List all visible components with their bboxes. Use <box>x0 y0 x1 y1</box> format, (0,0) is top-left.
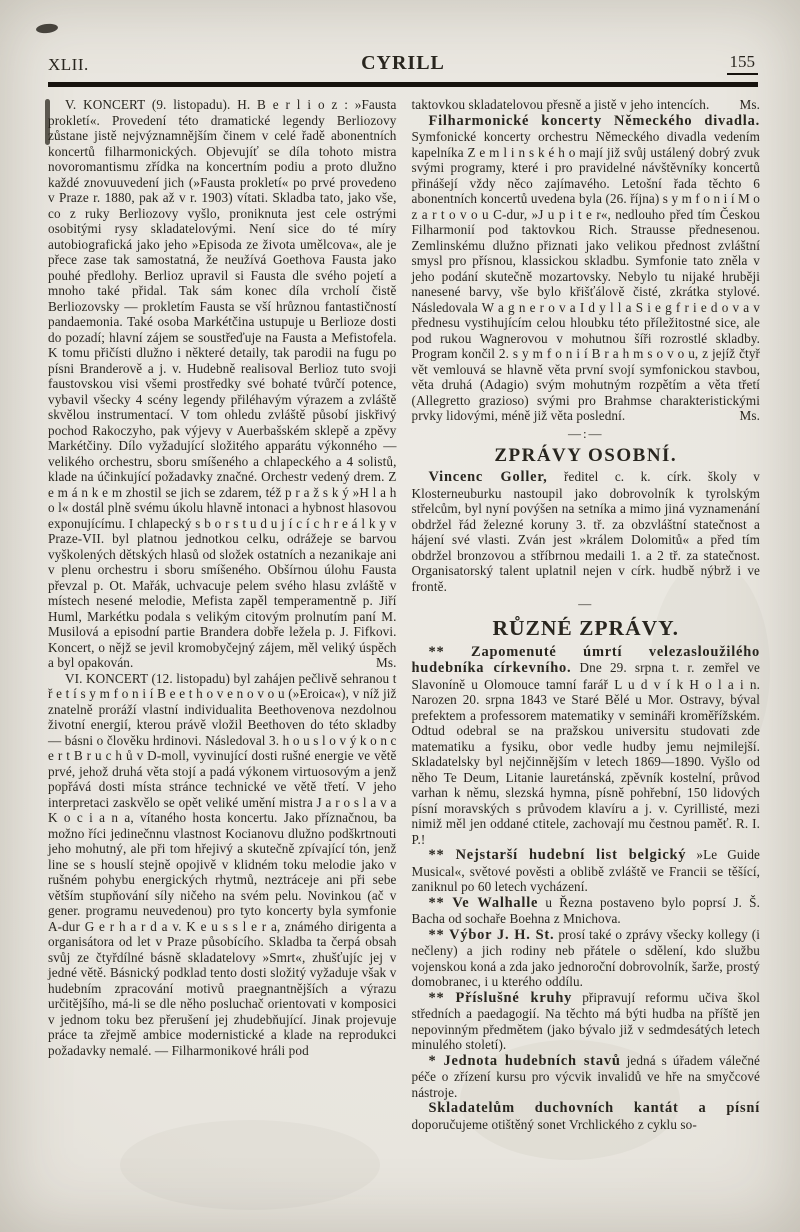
paragraph-lead: ** Výbor J. H. St. <box>428 926 555 943</box>
paragraph-lead: Skladatelům duchovních kantát a písní <box>428 1100 760 1116</box>
paragraph-lead: ** Zapomenuté úmrtí velezasloužilého hudebníka církevního. <box>411 643 760 676</box>
section-heading: ZPRÁVY OSOBNÍ. <box>494 444 678 466</box>
journal-title: CYRILL <box>361 52 445 74</box>
paragraph: V. KONCERT (9. listopadu). H. B e r l i o z : »Fausta prokletí«. Provedení této dramatické legendy Berliozovy zůstane jistě nejvýznamnějším činem v celé řadě abonentních koncertů filharmonických. Objevujíť se díla tohoto mistra novoromantismu zřídka na koncertním podiu a proto dlužno každé znovuuvedení jich (»Fausta prokletí« po prvé provedeno v Praze r. 1880, pak až v r. 1903) vítati. Skladba tato, jako vše, co z ruky Berliozovy vyšlo, proniknuta jest cele ostrými osobitými rysy skladatelovými. Není sice do té míry autobiografická jako jeho »Episoda ze života umělcova«, ale je přece zase tak samostatná, že neužívá Goethova Fausta jako pouhé předlohy. Berlioz upravil si Fausta dle svého pojetí a mnoho také přidal. Tak sám konec díla vrcholí čistě Berliozovsky — prokletím Fausta se vší hrůznou fantastičností pandaemonia. Také osoba Markétčina ustupuje u Berlioze dosti do pozadí; hlavní zájem se soustřeďuje na Fausta a Mefistofela. K tomu přičísti dlužno i některé detaily, tak parodii na fugu po písni Branderově a j. v. Hudebně realisoval Berlioz tuto svoji faustovskou visi všemi prostředky své bohaté tvůrčí potence, vybavil všecky 4 scény legendy přiléhavým výrazem a zvláště skvělou instrumentací. V tom ohledu zvláště působí jiskřivý pochod Rakoczyho, pak výjevy v Auerbašském sklepě a zpěvy Markétčiny. Dílo vyžadující složitého apparátu výkonného — velikého orchestru, sboru smíšeného a chlapeckého a 4 solistů, klade na účinkující požadavky značné. Orchestr vedený drem. Z e m á n k e m zhostil se jich se zdarem, též p r a ž s k ý »H l a h o l« dostál plně svému úkolu hlavně intonaci a hybnost hlasovou exponujícímu. I chlapecký s b o r s t u d u j í c í c h r e á l k y v Praze-VII. byl platnou jednotkou celku, odrážeje se barvou vyškolených dětských hlasů od složek ostatních a nezanikaje ani v plenu orchestru i sboru smíšeného. Obšírnou úlohu Fausta převzal p. Ot. Mařák, uchvacuje pelem svého hlasu zvláště v místech nesené melodie, Mefista zapěl temperamentně p. Jiří Huml, Markétku podala s velikým citovým prolnutím paní M. Musilová a episodní partie Brandera dobře ležela p. J. Fifkovi. Koncert, o nějž se jevil kromobyčejný zájem, měl veliký úspěch a byl opakován. Ms. <box>48 97 397 670</box>
paragraph: Filharmonické koncerty Německého divadla. Symfonické koncerty orchestru Německého divadla vedením kapelníka Z e m l i n s k é h o mají již svůj ustálený dobrý zvuk svými programy, které i pro pravidelné návštěvníky koncertů přinášejí vždy něco zajímavého. Letošní řada těchto 6 abonentních koncertů uvedena byla (26. října) s y m f o n i í M o z a r t o v o u C-dur, »J u p i t e r«, nedlouho před tím Českou Filharmonií pod taktovkou Rich. Strausse přednesenou. Zemlinskému dlužno přiznati jako velikou přednost zvláštní smysl pro přísnou, klassickou skladbu. Symfonie tato zněla v jeho podání skutečně mozartovsky. Nebylo tu nijaké hruběji nanesené barvy, vše bylo křišťálově čisté, zkrátka stylové. Následovala W a g n e r o v a I d y l l a S i e g f r i e d o v a v přednesu vystihujícím celou hloubku této příležitostné sice, ale pod rukou Wagnerovou v mohutnou šíři rozrostlé skladby. Program končil 2. s y m f o n i í B r a h m s o v o u, z jejíž čtyř vět vemlouvá se hlavně věta první svojí symfonickou stavbou, věta druhá (Adagio) svým mohutným rozpětím a věta třetí (Allegretto grazioso) svými pro Brahmse charakteristickými prvky lidovými, méně již věta poslední. Ms. <box>411 112 760 423</box>
volume-number: XLII. <box>48 55 89 74</box>
paragraph: ** Nejstarší hudební list belgický »Le Guide Musical«, světové pověsti a oblibě zvláště ve Francii se těšící, zaniknul po 60 letech vycházení. <box>411 847 760 894</box>
author-initials: Ms. <box>739 408 760 423</box>
page-header <box>48 52 758 87</box>
paragraph: taktovkou skladatelovou přesně a jistě v jeho intencích. Ms. <box>411 97 760 112</box>
paragraph: Skladatelům duchovních kantát a písní doporučujeme otištěný sonet Vrchlického z cyklu so- <box>411 1100 760 1132</box>
paragraph: ** Příslušné kruhy připravují reformu učiva škol středních a paedagogií. Na těchto má býti hudba na příště jen nepovinným předmětem (jako bývalo již v sedmdesátých letech minulého století). <box>411 989 760 1052</box>
left-column <box>48 97 397 1212</box>
right-column <box>412 97 761 1212</box>
paragraph: ** Ve Walhalle u Řezna postaveno bylo poprsí J. Š. Bacha od sochaře Boehna z Mnichova. <box>411 894 760 926</box>
paragraph-lead: ** Ve Walhalle <box>428 894 539 911</box>
paragraph: ** Zapomenuté úmrtí velezasloužilého hudebníka církevního. Dne 29. srpna t. r. zemřel ve Slavoníně u Olomouce tamní farář L u d v í k H o l a i n. Narozen 20. srpna 1843 ve Staré Bělé u Mor. Ostravy, býval prefektem a professorem matematiky v semináři kroměřížském. Odtud odebral se na pražskou universitu studovati zde matematiku a fysiku, obor vedle hudby jemu nejmilejší. Skladatelsky byl nejčinnějším v letech 1869—1890. Vyšlo od něho Te Deum, Litanie lauretánská, zpěvník kostelní, průvod varhan k němu, slezská hymna, písně pohřební, 150 lidových písní moravských s průvodem klavíru a j. v. Cyrillisté, mezi nimiž měl jen oddané ctitele, zachovají mu čestnou paměť. R. I. P.! <box>411 643 760 847</box>
author-initials: Ms. <box>376 655 397 670</box>
paragraph: Vincenc Goller, ředitel c. k. círk. školy v Klosterneuburku nastoupil jako dobrovolník k tyrolským střelcům, byl nyní povýšen na setníka a mimo jiná vyznamenání obdržel řád železné koruny 3. tř. za obzvláštní statečnost a hájení své vlasti. Zván jest »králem Dolomitů« a před tím obdržel bronzovou a stříbrnou medaili 1. a 2 tř. za statečnost. Organisatorský talent uplatnil nejen v círk. hudbě nýbrž i ve frontě. <box>411 469 761 594</box>
text-columns <box>48 97 760 1212</box>
section-heading: RŮZNÉ ZPRÁVY. <box>492 616 680 640</box>
ink-blot <box>36 23 59 34</box>
paragraph-lead: ** Příslušné kruhy <box>428 989 573 1006</box>
section-divider: — <box>578 596 594 611</box>
section-divider: —:— <box>567 425 604 441</box>
paragraph-lead: ** Nejstarší hudební list belgický <box>428 847 687 863</box>
page-number: 155 <box>727 52 759 75</box>
paragraph: * Jednota hudebních stavů jedná s úřadem válečné péče o zřízení kursu pro výcvik invalidů ve hře na smyčcové nástroje. <box>411 1052 760 1100</box>
paragraph: ** Výbor J. H. St. prosí také o zprávy všecky kollegy (i nečleny) a jich rodiny neb přátele o sdělení, kdo službu vojenskou koná a zda jako jednoroční dobrovolník, šarže, prostý domobranec, i u kterého oddílu. <box>411 926 761 989</box>
paragraph: VI. KONCERT (12. listopadu) byl zahájen pečlivě sehranou t ř e t í s y m f o n i í B e e t h o v e n o v o u (»Eroica«), v níž již znatelně proráží vlastní individualita Beethovenova nezdolnou životní energií, kterou právě vložil Beethoven do této skladby — básni o člověku hrdinovi. Následoval 3. h o u s l o v ý k o n c e r t B r u c h ů v D-moll, vyvinující dosti rušné energie ve větě prvé, jehož druhá věta stojí a padá výkonem virtuosovým a jenž popřává dosti místa stránce technické ve větě třetí. V jeho interpretaci zaskvělo se opět veliké umění mistra J a r o s l a v a K o c i a n a, vítaného hosta koncertu. Jako příznačnou, ba možno říci jedinečnnu vlastnost Kocianovu dlužno podškrtnouti jeho mohutný, ale při tom hřejivý a skutečně zpívající tón, jenž line se s houslí stejně opojivě v klidném toku melodie jako v rušném pohybu energických rhytmů, neztráceje ani při sebe větším stupňování síly ničeho na svém pelu. Novinkou (ač v gener. programu neuvedenou) pro tyto koncerty byla symfonie A-dur G e r h a r d a v. K e u s s l e r a, známého dirigenta a organisátora od let v Praze působícího. Skladba ta čerpá obsah svůj ze čtyřdílné básně skladatelovy »Smrt«, zhušťujíc jej v jedné větě. Básnický podklad tento dosti složitý vyžaduje však v hudebním zpracování motivů praegnantnějších a výrazu určitějšího, má-li se dle něho posluchač orientovati v komposici v jednom toku bez přerušení jej zhudebňující. Jinak projevuje práce ta zřejmě ambice modernistické a klade na reprodukci požadavky nemalé. — Filharmonikové hráli pod <box>48 670 397 1058</box>
author-initials: Ms. <box>739 97 760 112</box>
paragraph-lead: Vincenc Goller, <box>428 469 548 485</box>
paragraph-lead: * Jednota hudebních stavů <box>428 1052 621 1069</box>
paragraph-lead: Filharmonické koncerty Německého divadla. <box>428 112 760 129</box>
